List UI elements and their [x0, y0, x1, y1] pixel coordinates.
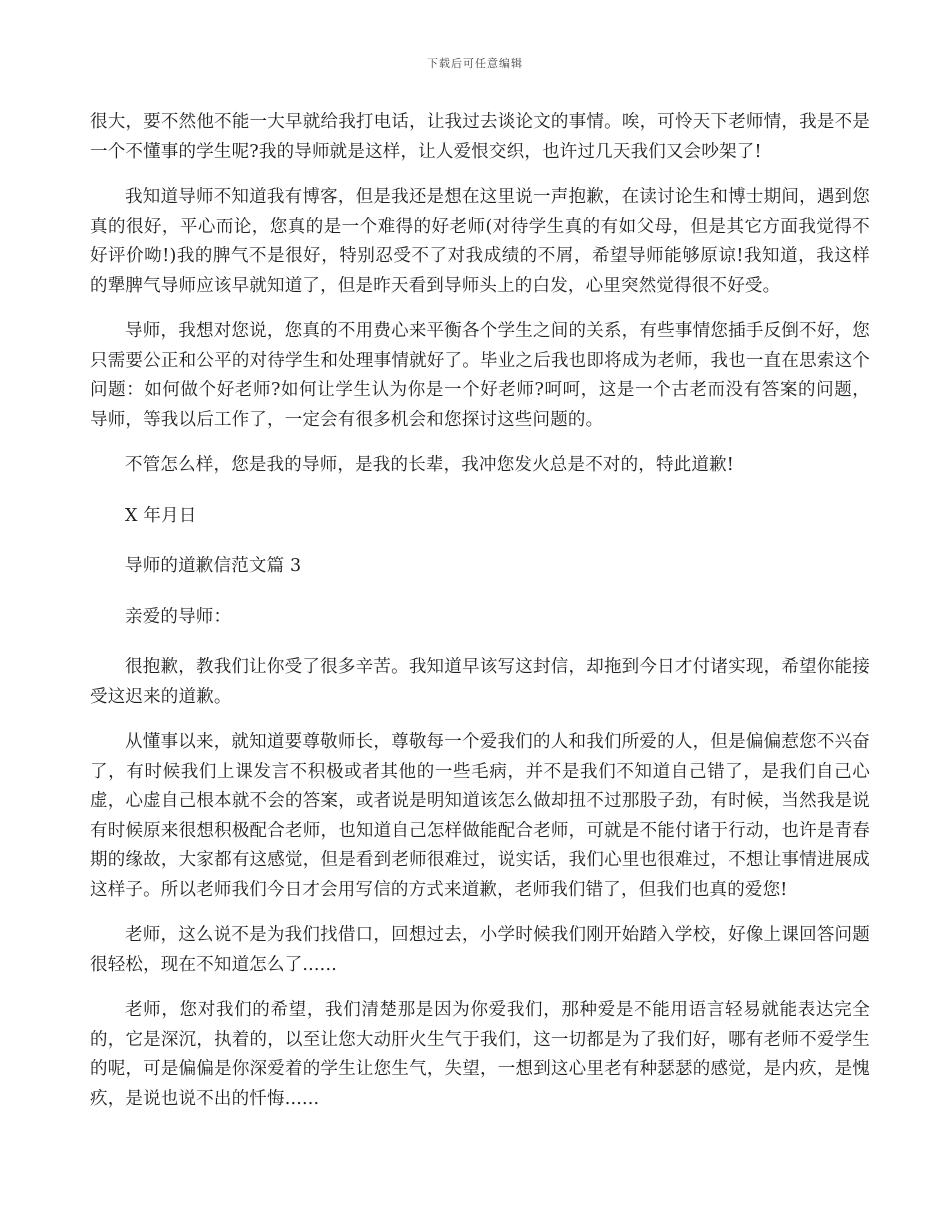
- paragraph-conclusion: 不管怎么样，您是我的导师，是我的长辈，我冲您发火总是不对的，特此道歉!: [125, 455, 735, 475]
- paragraph-continuation: 很大，要不然他不能一大早就给我打电话，让我过去谈论文的事情。唉，可怜天下老师情，我是不是一个不懂事的学生呢?我的导师就是这样，让人爱恨交织，也许过几天我们又会吵架了!: [90, 112, 870, 162]
- salutation: 亲爱的导师：: [125, 606, 232, 627]
- paragraph-advice: 导师，我想对您说，您真的不用费心来平衡各个学生之间的关系，有些事情您插手反倒不好，您只需要公正和公平的对待学生和处理事情就好了。毕业之后我也即将成为老师，我也一直在思索这个问题：如何做个好老师?如何让学生认为你是一个好老师?呵呵，这是一个古老而没有答案的问题，导师，等我以后工作了，一定会有很多机会和您探讨这些问题的。: [90, 321, 870, 430]
- paragraph-remorse: 老师，您对我们的希望，我们清楚那是因为你爱我们，那种爱是不能用语言轻易就能表达完全的，它是深沉，执着的，以至让您大动肝火生气于我们，这一切都是为了我们好，哪有老师不爱学生的呢，可是偏偏是你深爱着的学生让您生气，失望，一想到这心里老有种瑟瑟的感觉，是内疚，是愧疚，是说也说不出的忏悔......: [90, 1000, 870, 1109]
- section-title: 导师的道歉信范文篇 3: [125, 556, 302, 576]
- document-body: [90, 108, 870, 1130]
- paragraph-opening: 很抱歉，教我们让你受了很多辛苦。我知道早该写这封信，却拖到今日才付诸实现，希望你能接受这迟来的道歉。: [90, 657, 870, 707]
- date-line: X 年月日: [125, 505, 197, 526]
- paragraph-recollection: 老师，这么说不是为我们找借口，回想过去，小学时候我们刚开始踏入学校，好像上课回答问题很轻松，现在不知道怎么了......: [90, 925, 870, 975]
- page-header: 下载后可任意编辑: [427, 57, 523, 70]
- paragraph-blog-apology: 我知道导师不知道我有博客，但是我还是想在这里说一声抱歉，在读讨论生和博士期间，遇到您真的很好，平心而论，您真的是一个难得的好老师(对待学生真的有如父母，但是其它方面我觉得不好评价呦!)我的脾气不是很好，特别忍受不了对我成绩的不屑，希望导师能够原谅!我知道，我这样的犟脾气导师应该早就知道了，但是昨天看到导师头上的白发，心里突然觉得很不好受。: [90, 187, 870, 296]
- paragraph-explanation: 从懂事以来，就知道要尊敬师长，尊敬每一个爱我们的人和我们所爱的人，但是偏偏惹您不兴奋了，有时候我们上课发言不积极或者其他的一些毛病，并不是我们不知道自己错了，是我们自己心虚，心虚自己根本就不会的答案，或者说是明知道该怎么做却扭不过那股子劲，有时候，当然我是说有时候原来很想积极配合老师，也知道自己怎样做能配合老师，可就是不能付诸于行动，也许是青春期的缘故，大家都有这感觉，但是看到老师很难过，说实话，我们心里也很难过，不想让事情进展成这样子。所以老师我们今日才会用写信的方式来道歉，老师我们错了，但我们也真的爱您!: [90, 732, 870, 900]
